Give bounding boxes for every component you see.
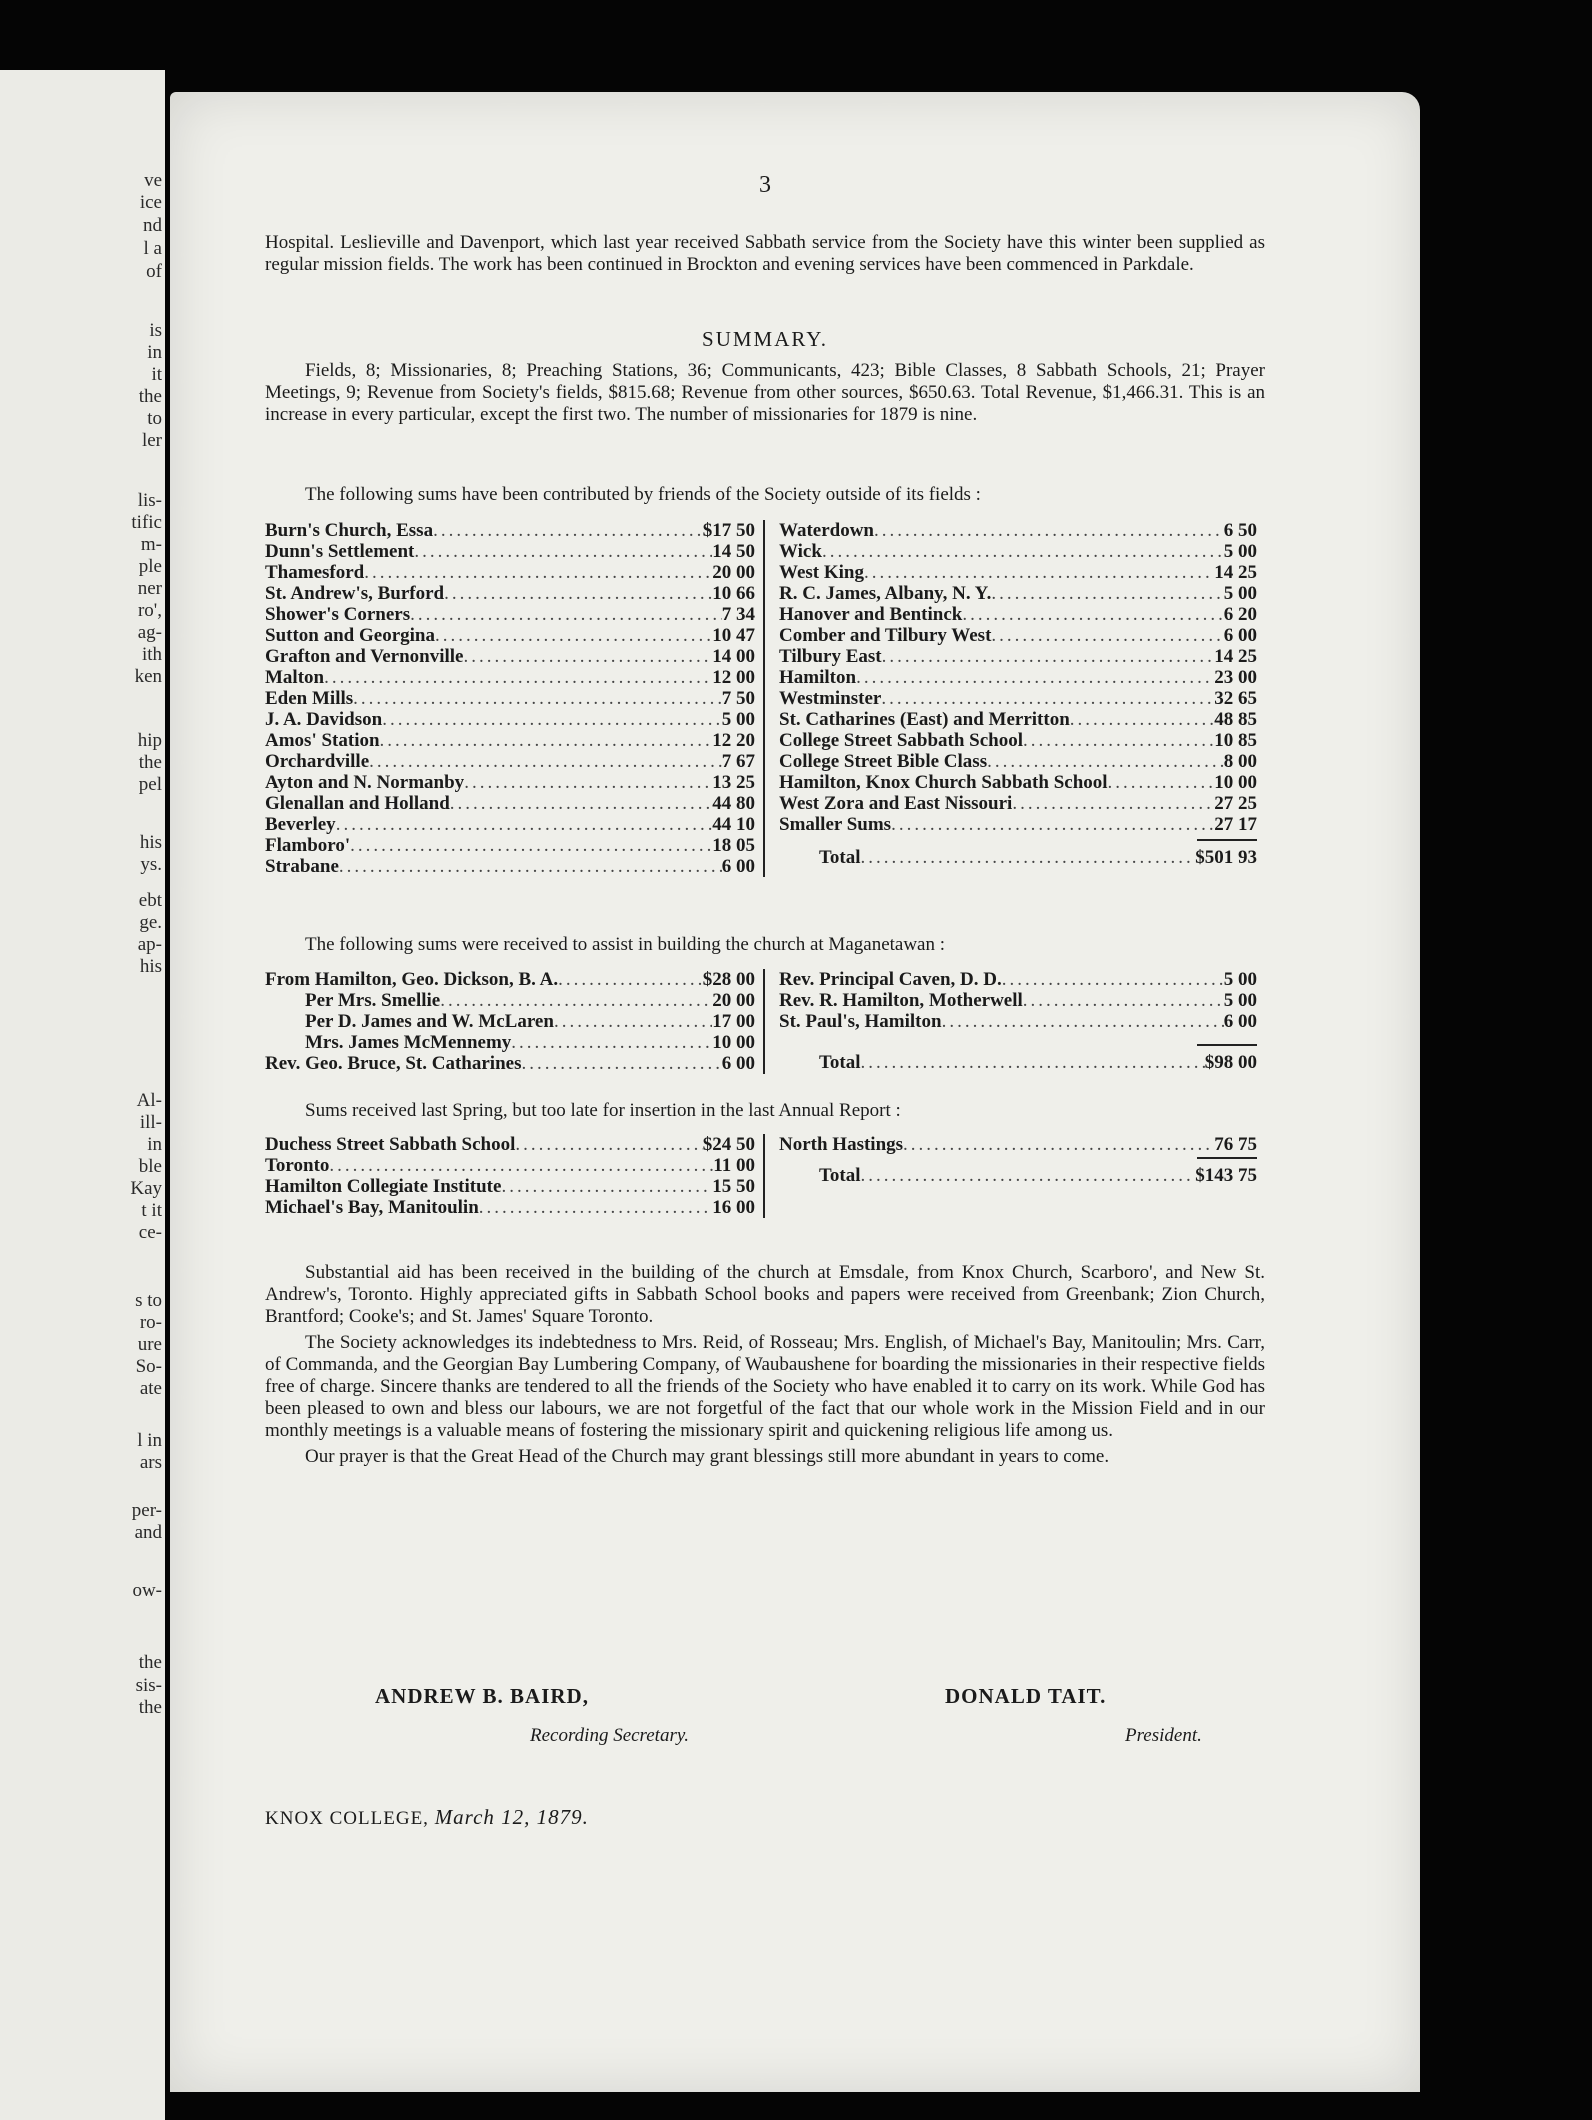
margin-fragment: tific — [131, 512, 162, 533]
entry-name: Flamboro' — [265, 835, 351, 856]
entry-row — [779, 667, 1257, 688]
leader-dots — [881, 688, 1214, 709]
margin-fragment: the — [138, 386, 162, 407]
entry-name: Smaller Sums — [779, 814, 892, 835]
entry-amount: $17 50 — [702, 520, 755, 541]
entry-row — [265, 751, 755, 772]
leader-dots — [433, 520, 703, 541]
entry-name: Eden Mills — [265, 688, 354, 709]
entry-amount: 14 00 — [712, 646, 755, 667]
closing-paragraph: The Society acknowledges its indebtedness to Mrs. Reid, of Rosseau; Mrs. English, of Michael's Bay, Manitoulin; Mrs. Carr, of Commanda, and the Georgian Bay Lumbering Company, of Waubaushene for boarding the missionaries in their respective fields free of charge. Sincere thanks are tendered to all the friends of the Society who have enabled it to carry on its work. While God has been pleased to own and bless our labours, we are not forgetful of the fact that our whole work in the Mission Field and in our monthly meetings is a valuable means of fostering the missionary spirit and quickening religious life among us. — [265, 1332, 1265, 1441]
leader-dots — [511, 1032, 712, 1053]
leader-dots — [479, 1197, 712, 1218]
entry-amount: 14 50 — [712, 541, 755, 562]
leader-dots — [942, 1011, 1224, 1032]
entry-row — [265, 646, 755, 667]
leader-dots — [856, 667, 1214, 688]
total-label: Total — [819, 1165, 861, 1186]
entry-name: St. Paul's, Hamilton — [779, 1011, 942, 1032]
leader-dots — [991, 583, 1223, 604]
entry-amount: 12 00 — [712, 667, 755, 688]
maganetawan-intro: The following sums were received to assist in building the church at Maganetawan : — [305, 934, 946, 955]
entry-name: Malton — [265, 667, 325, 688]
leader-dots — [410, 604, 722, 625]
entry-name: Dunn's Settlement — [265, 541, 415, 562]
entry-name: West Zora and East Nissouri — [779, 793, 1013, 814]
entry-name: Ayton and N. Normanby — [265, 772, 465, 793]
entry-amount: 5 00 — [1223, 541, 1257, 562]
entry-amount: 5 00 — [1223, 990, 1257, 1011]
entry-row — [779, 814, 1257, 835]
leader-dots — [962, 604, 1223, 625]
entry-row — [265, 1011, 755, 1032]
leader-dots — [380, 730, 713, 751]
margin-fragment: in — [147, 1134, 162, 1155]
total-row — [779, 1165, 1257, 1186]
page-number: 3 — [759, 172, 771, 198]
contributions-intro: The following sums have been contributed by friends of the Society outside of its fields : — [305, 484, 981, 505]
leader-dots — [501, 1176, 712, 1197]
entry-amount: 6 50 — [1223, 520, 1257, 541]
entry-row — [779, 520, 1257, 541]
late-sums-left-column — [265, 1134, 765, 1218]
total-row — [779, 847, 1257, 868]
margin-fragment: Kay — [130, 1178, 162, 1199]
entry-amount: 15 50 — [712, 1176, 755, 1197]
leader-dots — [554, 1011, 712, 1032]
entry-row — [265, 688, 755, 709]
entry-amount: 7 34 — [721, 604, 755, 625]
margin-fragment: ken — [134, 666, 162, 687]
entry-name: Hamilton — [779, 667, 857, 688]
entry-name: Per Mrs. Smellie — [305, 990, 441, 1011]
margin-fragment: ow- — [132, 1580, 162, 1601]
entry-amount: 14 25 — [1214, 646, 1257, 667]
entry-name: Burn's Church, Essa — [265, 520, 434, 541]
footer-dateline — [265, 1805, 589, 1830]
entry-amount: 13 25 — [712, 772, 755, 793]
margin-fragment: ars — [139, 1452, 162, 1473]
entry-row — [265, 541, 755, 562]
entry-amount: 5 00 — [1223, 583, 1257, 604]
margin-fragment: s to — [135, 1290, 162, 1311]
leader-dots — [369, 751, 722, 772]
leader-dots — [1070, 709, 1214, 730]
leader-dots — [1012, 793, 1214, 814]
entry-name: Glenallan and Holland — [265, 793, 450, 814]
leader-dots — [1023, 730, 1214, 751]
entry-amount: 7 67 — [721, 751, 755, 772]
entry-row — [779, 625, 1257, 646]
entry-amount: 6 00 — [721, 856, 755, 877]
summary-paragraph: Fields, 8; Missionaries, 8; Preaching Stations, 36; Communicants, 423; Bible Classes, 8 Sabbath Schools, 21; Prayer Meetings, 9; Revenue from Society's fields, $815.68; Revenue from other sources, $650.63. Total Revenue, $1,466.31. This is an increase in every particular, except the first two. The number of missionaries for 1879 is nine. — [265, 360, 1265, 425]
entry-amount: 11 00 — [713, 1155, 755, 1176]
margin-fragment: ler — [141, 430, 162, 451]
leader-dots — [521, 1053, 721, 1074]
entry-name: College Street Bible Class — [779, 751, 988, 772]
entry-name: Comber and Tilbury West — [779, 625, 992, 646]
entry-name: Amos' Station — [265, 730, 380, 751]
entry-name: Rev. Geo. Bruce, St. Catharines — [265, 1053, 522, 1074]
total-amount: $501 93 — [1195, 847, 1257, 868]
entry-row — [265, 730, 755, 751]
margin-fragment: ro- — [139, 1312, 162, 1333]
entry-row — [265, 1032, 755, 1053]
entry-row — [779, 562, 1257, 583]
entry-name: St. Andrew's, Burford — [265, 583, 445, 604]
entry-row — [265, 990, 755, 1011]
entry-row — [779, 541, 1257, 562]
entry-row — [265, 1155, 755, 1176]
president-title: President. — [1125, 1725, 1202, 1746]
entry-row — [779, 1011, 1257, 1032]
leader-dots — [861, 1165, 1196, 1186]
entry-amount: 6 00 — [721, 1053, 755, 1074]
entry-row — [779, 709, 1257, 730]
entry-amount: 20 00 — [712, 990, 755, 1011]
maganetawan-table — [265, 969, 1265, 1074]
entry-amount: 5 00 — [721, 709, 755, 730]
leader-dots — [1023, 990, 1224, 1011]
entry-name: J. A. Davidson — [265, 709, 383, 730]
entry-amount: 14 25 — [1214, 562, 1257, 583]
president-name: DONALD TAIT. — [945, 1684, 1107, 1708]
entry-name: Hamilton Collegiate Institute — [265, 1176, 502, 1197]
margin-fragment: l a — [143, 238, 162, 259]
entry-amount: 10 66 — [712, 583, 755, 604]
entry-row — [779, 751, 1257, 772]
closing-paragraph: Our prayer is that the Great Head of the Church may grant blessings still more abundant in years to come. — [305, 1446, 1110, 1467]
margin-fragment: ner — [137, 578, 162, 599]
entry-name: Grafton and Vernonville — [265, 646, 464, 667]
document-page — [170, 92, 1420, 2092]
leader-dots — [861, 847, 1196, 868]
entry-name: Thamesford — [265, 562, 365, 583]
margin-fragment: ag- — [137, 622, 162, 643]
leader-dots — [882, 646, 1215, 667]
entry-name: Strabane — [265, 856, 339, 877]
margin-fragment: Al- — [136, 1090, 162, 1111]
entry-amount: 32 65 — [1214, 688, 1257, 709]
entry-amount: 10 85 — [1214, 730, 1257, 751]
entry-row — [265, 604, 755, 625]
margin-fragment: it — [151, 364, 162, 385]
entry-name: West King — [779, 562, 864, 583]
margin-fragment: his — [139, 832, 162, 853]
entry-row — [779, 772, 1257, 793]
margin-fragment: ap- — [137, 934, 162, 955]
total-label: Total — [819, 1052, 861, 1073]
contributions-left-column — [265, 520, 765, 877]
entry-row — [779, 990, 1257, 1011]
entry-name: R. C. James, Albany, N. Y. — [779, 583, 992, 604]
leader-dots — [464, 772, 712, 793]
entry-row — [779, 969, 1257, 990]
leader-dots — [558, 969, 703, 990]
margin-fragment: the — [138, 1652, 162, 1673]
closing-section — [265, 1262, 1265, 1468]
entry-name: Per D. James and W. McLaren — [305, 1011, 554, 1032]
margin-fragment: is — [149, 320, 162, 341]
leader-dots — [891, 814, 1214, 835]
margin-fragment: ple — [138, 556, 162, 577]
entry-row — [265, 969, 755, 990]
leader-dots — [329, 1155, 713, 1176]
margin-fragment: hip — [137, 730, 162, 751]
secretary-name: ANDREW B. BAIRD, — [375, 1684, 589, 1708]
leader-dots — [353, 688, 722, 709]
entry-name: Westminster — [779, 688, 882, 709]
margin-fragment: pel — [138, 774, 162, 795]
leader-dots — [444, 583, 712, 604]
margin-fragment: So- — [135, 1356, 162, 1377]
margin-fragment: ith — [141, 644, 162, 665]
leader-dots — [822, 541, 1224, 562]
total-rule — [1197, 1044, 1257, 1046]
leader-dots — [339, 856, 722, 877]
leader-dots — [450, 793, 712, 814]
entry-amount: 12 20 — [712, 730, 755, 751]
total-amount: $143 75 — [1195, 1165, 1257, 1186]
entry-row — [265, 562, 755, 583]
margin-fragment: the — [138, 752, 162, 773]
margin-fragment: m- — [140, 534, 162, 555]
entry-name: Rev. Principal Caven, D. D. — [779, 969, 1002, 990]
footer-date: March 12, 1879. — [434, 1805, 589, 1829]
total-rule — [1197, 1157, 1257, 1159]
entry-name: Tilbury East — [779, 646, 882, 667]
margin-fragment: ve — [144, 170, 162, 191]
entry-amount: 6 00 — [1223, 625, 1257, 646]
margin-fragment: ys. — [140, 854, 162, 875]
entry-amount: 8 00 — [1223, 751, 1257, 772]
margin-fragment: and — [134, 1522, 162, 1543]
entry-amount: 6 00 — [1223, 1011, 1257, 1032]
entry-name: Duchess Street Sabbath School — [265, 1134, 516, 1155]
entry-name: North Hastings — [779, 1134, 904, 1155]
total-label: Total — [819, 847, 861, 868]
entry-row — [265, 793, 755, 814]
margin-fragment: sis- — [135, 1675, 162, 1696]
leader-dots — [336, 814, 713, 835]
late-sums-right-column — [765, 1134, 1257, 1218]
entry-amount: 10 00 — [1214, 772, 1257, 793]
margin-fragment: the — [138, 1697, 162, 1718]
entry-amount: 5 00 — [1223, 969, 1257, 990]
margin-fragment: ure — [137, 1334, 162, 1355]
entry-row — [779, 604, 1257, 625]
entry-row — [265, 667, 755, 688]
facing-page-margin — [0, 70, 165, 2120]
total-row — [779, 1052, 1257, 1073]
leader-dots — [903, 1134, 1214, 1155]
margin-fragment: ble — [138, 1156, 162, 1177]
margin-fragment: his — [139, 956, 162, 977]
margin-fragment: l in — [137, 1430, 162, 1451]
entry-amount: 27 25 — [1214, 793, 1257, 814]
margin-fragment: ce- — [138, 1222, 162, 1243]
leader-dots — [382, 709, 722, 730]
entry-row — [265, 814, 755, 835]
entry-amount: 44 10 — [712, 814, 755, 835]
footer-place: KNOX COLLEGE, — [265, 1808, 429, 1829]
margin-fragment: per- — [131, 1500, 162, 1521]
margin-fragment: lis- — [137, 490, 162, 511]
entry-name: Waterdown — [779, 520, 874, 541]
entry-row — [265, 1134, 755, 1155]
margin-fragment: to — [147, 408, 162, 429]
late-sums-table — [265, 1134, 1265, 1218]
leader-dots — [1108, 772, 1215, 793]
entry-amount: 16 00 — [712, 1197, 755, 1218]
entry-row — [265, 772, 755, 793]
entry-name: Michael's Bay, Manitoulin — [265, 1197, 479, 1218]
margin-fragment: of — [146, 261, 162, 282]
entry-amount: 18 05 — [712, 835, 755, 856]
summary-heading: SUMMARY. — [702, 327, 828, 351]
margin-fragment: ill- — [139, 1112, 162, 1133]
entry-amount: 44 80 — [712, 793, 755, 814]
entry-amount: 76 75 — [1214, 1134, 1257, 1155]
entry-amount: 10 00 — [712, 1032, 755, 1053]
entry-row — [265, 625, 755, 646]
leader-dots — [874, 520, 1224, 541]
margin-fragment: t it — [141, 1200, 162, 1221]
entry-row — [779, 1134, 1257, 1155]
entry-row — [265, 1176, 755, 1197]
maganetawan-right-column — [765, 969, 1257, 1074]
intro-paragraph: Hospital. Leslieville and Davenport, which last year received Sabbath service from the Society have this winter been supplied as regular mission fields. The work has been continued in Brockton and evening services have been commenced in Parkdale. — [265, 232, 1265, 275]
entry-amount: 6 20 — [1223, 604, 1257, 625]
entry-row — [779, 793, 1257, 814]
entry-amount: 27 17 — [1214, 814, 1257, 835]
margin-fragment: nd — [143, 215, 162, 236]
entry-row — [779, 646, 1257, 667]
entry-name: Mrs. James McMennemy — [305, 1032, 512, 1053]
contributions-right-column — [765, 520, 1257, 877]
total-amount: $98 00 — [1204, 1052, 1257, 1073]
entry-name: Rev. R. Hamilton, Motherwell — [779, 990, 1023, 1011]
entry-name: Hanover and Bentinck — [779, 604, 963, 625]
entry-name: Hamilton, Knox Church Sabbath School — [779, 772, 1108, 793]
entry-name: Toronto — [265, 1155, 330, 1176]
late-sums-intro: Sums received last Spring, but too late for insertion in the last Annual Report : — [305, 1100, 901, 1121]
leader-dots — [324, 667, 712, 688]
entry-name: From Hamilton, Geo. Dickson, B. A. — [265, 969, 559, 990]
leader-dots — [350, 835, 712, 856]
closing-paragraph: Substantial aid has been received in the building of the church at Emsdale, from Knox Church, Scarboro', and New St. Andrew's, Toronto. Highly appreciated gifts in Sabbath School books and papers were received from Greenbank; Zion Church, Brantford; Cooke's; and St. James' Square Toronto. — [265, 1262, 1265, 1327]
entry-amount: 48 85 — [1214, 709, 1257, 730]
entry-name: College Street Sabbath School — [779, 730, 1024, 751]
leader-dots — [987, 751, 1224, 772]
entry-row — [265, 835, 755, 856]
margin-fragment: ice — [139, 192, 162, 213]
entry-name: Shower's Corners — [265, 604, 411, 625]
entry-amount: 23 00 — [1214, 667, 1257, 688]
total-rule — [1197, 839, 1257, 841]
entry-name: Sutton and Georgina — [265, 625, 435, 646]
entry-amount: 17 00 — [712, 1011, 755, 1032]
entry-row — [265, 583, 755, 604]
entry-name: St. Catharines (East) and Merritton — [779, 709, 1070, 730]
entry-amount: 10 47 — [712, 625, 755, 646]
margin-fragment: ebt — [138, 890, 162, 911]
leader-dots — [440, 990, 712, 1011]
leader-dots — [463, 646, 712, 667]
margin-fragment: ate — [139, 1378, 162, 1399]
margin-fragment: ge. — [139, 912, 162, 933]
entry-amount: $28 00 — [702, 969, 755, 990]
leader-dots — [435, 625, 712, 646]
margin-fragment: ro', — [137, 600, 162, 621]
entry-name: Wick — [779, 541, 822, 562]
leader-dots — [364, 562, 712, 583]
entry-name: Orchardville — [265, 751, 370, 772]
entry-row — [779, 688, 1257, 709]
entry-row — [265, 1197, 755, 1218]
contributions-table — [265, 520, 1265, 877]
maganetawan-left-column — [265, 969, 765, 1074]
entry-row — [779, 583, 1257, 604]
entry-name: Beverley — [265, 814, 336, 835]
entry-row — [265, 520, 755, 541]
entry-amount: 20 00 — [712, 562, 755, 583]
leader-dots — [991, 625, 1223, 646]
entry-row — [265, 1053, 755, 1074]
secretary-title: Recording Secretary. — [530, 1725, 689, 1746]
entry-row — [265, 709, 755, 730]
leader-dots — [1002, 969, 1224, 990]
leader-dots — [414, 541, 712, 562]
entry-amount: $24 50 — [702, 1134, 755, 1155]
leader-dots — [515, 1134, 702, 1155]
entry-row — [265, 856, 755, 877]
entry-row — [779, 730, 1257, 751]
leader-dots — [861, 1052, 1205, 1073]
margin-fragment: in — [147, 342, 162, 363]
leader-dots — [864, 562, 1214, 583]
entry-amount: 7 50 — [721, 688, 755, 709]
